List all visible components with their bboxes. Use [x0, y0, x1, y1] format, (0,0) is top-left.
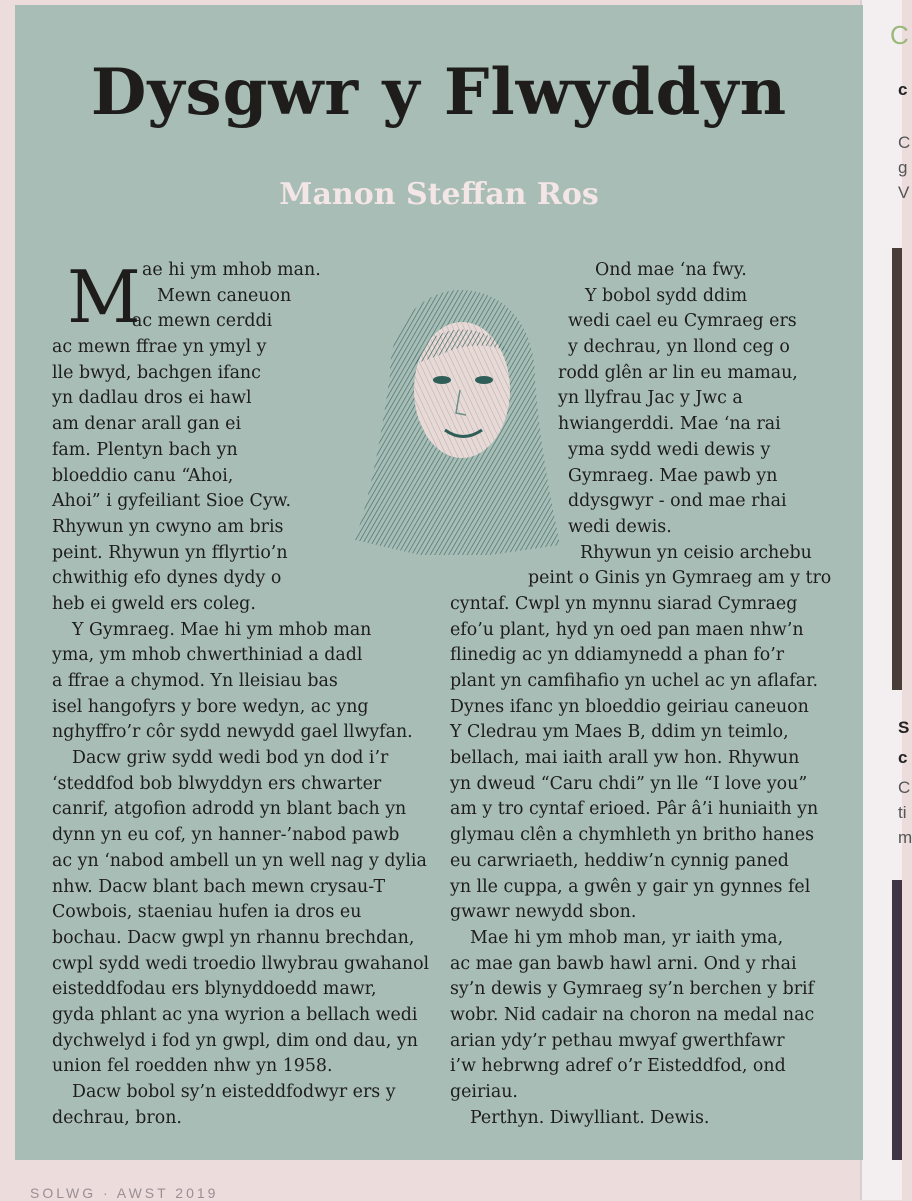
text-line: am denar arall gan ei: [52, 414, 242, 435]
text-line: gwawr newydd sbon.: [450, 902, 637, 923]
text-line: sy’n dewis y Gymraeg sy’n berchen y brif: [450, 979, 815, 1000]
adjacent-page-photo: [892, 880, 902, 1160]
text-line: wobr. Nid cadair na choron na medal nac: [450, 1004, 815, 1025]
text-line: Rhywun yn ceisio archebu: [580, 542, 812, 563]
text-line: ac mae gan bawb hawl arni. Ond y rhai: [450, 953, 797, 974]
text-line: ac mewn ffrae yn ymyl y: [52, 337, 267, 358]
adjacent-page-fragment: g: [898, 158, 908, 177]
text-line: wedi dewis.: [568, 516, 672, 537]
adjacent-page-fragment: m: [898, 828, 912, 847]
right-column: [450, 258, 831, 1131]
text-line: Rhywun yn cwyno am bris: [52, 516, 284, 537]
text-line: nhw. Dacw blant bach mewn crysau-T: [52, 876, 386, 897]
text-line: bochau. Dacw gwpl yn rhannu brechdan,: [52, 927, 415, 948]
text-line: ae hi ym mhob man.: [142, 260, 321, 280]
text-line: peint o Ginis yn Gymraeg am y tro: [528, 568, 832, 589]
text-line: glymau clên a chymhleth yn britho hanes: [450, 825, 815, 846]
text-line: a ffrae a chymod. Yn lleisiau bas: [52, 671, 338, 691]
text-line: ac mewn cerddi: [132, 311, 273, 332]
adjacent-page-fragment: S: [898, 718, 910, 737]
text-line: Ahoi” i gyfeiliant Sioe Cyw.: [52, 491, 292, 512]
text-line: Gymraeg. Mae pawb yn: [568, 465, 778, 486]
adjacent-page-fragment: ti: [898, 803, 907, 822]
adjacent-page-edge: [860, 0, 912, 1200]
text-line: Ond mae ‘na fwy.: [595, 260, 747, 280]
adjacent-page-fragment: C: [898, 778, 911, 797]
text-line: cyntaf. Cwpl yn mynnu siarad Cymraeg: [450, 593, 798, 614]
page-footer: SOLWG · AWST 2019: [30, 1185, 219, 1201]
text-line: Cowbois, staeniau hufen ia dros eu: [52, 902, 362, 923]
text-line: dychwelyd i fod yn gwpl, dim ond dau, yn: [52, 1030, 418, 1051]
text-line: ‘steddfod bob blwyddyn ers chwarter: [52, 773, 382, 794]
author-byline: Manon Steffan Ros: [279, 177, 599, 212]
text-line: union fel roedden nhw yn 1958.: [52, 1056, 333, 1077]
text-line: Dacw griw sydd wedi bod yn dod i’r: [72, 748, 389, 769]
text-line: dynn yn eu cof, yn hanner-’nabod pawb: [52, 825, 400, 846]
text-line: yma, ym mhob chwerthiniad a dadl: [52, 645, 363, 666]
text-line: peint. Rhywun yn fflyrtio’n: [52, 542, 288, 563]
text-line: eisteddfodau ers blynyddoedd mawr,: [52, 979, 377, 1000]
text-line: eu carwriaeth, heddiw’n cynnig paned: [450, 850, 789, 871]
text-line: ac yn ‘nabod ambell un yn well nag y dylia: [52, 850, 427, 871]
text-line: canrif, atgofion adrodd yn blant bach yn: [52, 799, 407, 820]
text-line: yn dadlau dros ei hawl: [52, 388, 252, 409]
text-line: dechrau, bron.: [52, 1107, 182, 1128]
text-line: nghyffro’r côr sydd newydd gael llwyfan.: [52, 722, 413, 743]
text-line: efo’u plant, hyd yn oed pan maen nhw’n: [450, 619, 804, 640]
text-line: y dechrau, yn llond ceg o: [568, 337, 790, 358]
text-line: Y Gymraeg. Mae hi ym mhob man: [72, 619, 372, 640]
text-line: Dacw bobol sy’n eisteddfodwyr ers y: [72, 1082, 396, 1102]
text-line: yn dweud “Caru chdi” yn lle “I love you”: [450, 773, 808, 794]
text-line: Mae hi ym mhob man, yr iaith yma,: [470, 927, 784, 948]
text-line: Perthyn. Diwylliant. Dewis.: [470, 1107, 710, 1128]
text-line: hwiangerddi. Mae ‘na rai: [558, 414, 781, 435]
article-title: Dysgwr y Flwyddyn: [90, 55, 788, 130]
text-line: yn llyfrau Jac y Jwc a: [558, 388, 743, 409]
text-line: yma sydd wedi dewis y: [568, 439, 771, 460]
text-line: plant yn camfihafio yn uchel ac yn aflafar.: [450, 671, 819, 691]
text-line: Y Cledrau ym Maes B, ddim yn teimlo,: [450, 722, 789, 743]
text-line: yn lle cuppa, a gwên y gair yn gynnes fel: [450, 876, 811, 897]
adjacent-page-fragment: C: [890, 20, 909, 50]
text-line: lle bwyd, bachgen ifanc: [52, 362, 261, 383]
text-line: cwpl sydd wedi troedio llwybrau gwahanol: [52, 953, 430, 974]
text-line: bellach, mai iaith arall yw hon. Rhywun: [450, 748, 800, 769]
text-line: fam. Plentyn bach yn: [52, 439, 238, 460]
adjacent-page-fragment: C: [898, 133, 911, 152]
text-line: geiriau.: [450, 1082, 518, 1102]
text-line: am y tro cyntaf erioed. Pâr â’i huniaith yn: [450, 799, 819, 820]
text-line: Y bobol sydd ddim: [585, 285, 748, 306]
drop-cap: M: [67, 255, 141, 339]
text-line: Mewn caneuon: [157, 285, 292, 306]
adjacent-page-fragment: V: [898, 183, 910, 202]
text-line: i’w hebrwng adref o’r Eisteddfod, ond: [450, 1056, 786, 1077]
adjacent-page-fragment: c: [898, 80, 908, 99]
text-line: arian ydy’r pethau mwyaf gwerthfawr: [450, 1030, 785, 1051]
text-line: bloeddio canu “Ahoi,: [52, 465, 234, 486]
text-line: isel hangofyrs y bore wedyn, ac yng: [52, 696, 369, 717]
text-line: gyda phlant ac yna wyrion a bellach wedi: [52, 1004, 418, 1025]
adjacent-page-fragment: c: [898, 748, 908, 767]
text-line: flinedig ac yn ddiamynedd a phan fo’r: [450, 645, 785, 666]
text-line: rodd glên ar lin eu mamau,: [558, 362, 798, 383]
text-line: chwithig efo dynes dydy o: [52, 568, 282, 589]
text-line: ddysgwyr - ond mae rhai: [568, 491, 787, 512]
adjacent-page-photo: [892, 248, 902, 690]
text-line: wedi cael eu Cymraeg ers: [568, 311, 797, 332]
text-line: Dynes ifanc yn bloeddio geiriau caneuon: [450, 696, 809, 717]
left-column: [52, 255, 430, 1131]
text-line: heb ei gweld ers coleg.: [52, 593, 256, 614]
